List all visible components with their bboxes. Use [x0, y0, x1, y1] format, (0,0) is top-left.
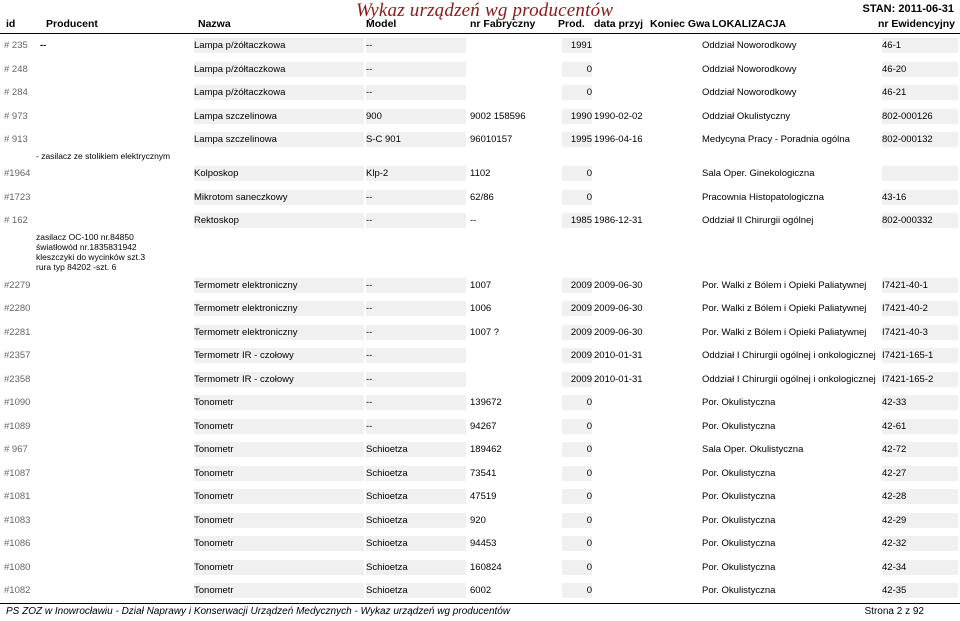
row-model: --: [366, 190, 466, 205]
row-rok-produkcji: 1990: [562, 109, 592, 124]
row-model: Schioetza: [366, 513, 466, 528]
row-nr-fabryczny: 160824: [470, 562, 502, 573]
table-row: [0, 85, 960, 100]
row-producent: [40, 85, 190, 100]
row-nr-ewidencyjny: I7421-165-1: [882, 348, 958, 363]
row-nr-fabryczny: 9002 158596: [470, 111, 526, 122]
row-model: Schioetza: [366, 466, 466, 481]
row-id: # 235: [4, 40, 28, 51]
row-rok-produkcji: 0: [562, 166, 592, 181]
table-row: [0, 190, 960, 205]
col-nr-ewidencyjny: nr Ewidencyjny: [878, 18, 956, 30]
row-nazwa: Lampa p/żółtaczkowa: [194, 85, 364, 100]
row-model: Schioetza: [366, 442, 466, 457]
row-id: #1090: [4, 397, 31, 408]
row-lokalizacja: Oddział Noworodkowy: [702, 40, 797, 51]
row-id: # 973: [4, 111, 28, 122]
row-nazwa: Tonometr: [194, 513, 364, 528]
report-header: [0, 0, 960, 34]
row-producent: --: [40, 40, 47, 51]
row-nr-fabryczny: [470, 38, 562, 53]
row-nr-fabryczny: 189462: [470, 444, 502, 455]
row-nr-fabryczny: 47519: [470, 491, 497, 502]
row-lokalizacja: Oddział Okulistyczny: [702, 111, 791, 122]
table-row: [0, 419, 960, 434]
row-nazwa: Tonometr: [194, 395, 364, 410]
table-row: [0, 583, 960, 598]
row-rok-produkcji: 0: [562, 62, 592, 77]
table-row: [0, 395, 960, 410]
page-number: Strona 2 z 92: [864, 606, 924, 617]
row-nr-fabryczny: 1007 ?: [470, 327, 500, 338]
row-rok-produkcji: 0: [562, 466, 592, 481]
row-lokalizacja: Oddział II Chirurgii ogólnej: [702, 215, 814, 226]
row-nr-ewidencyjny: 42-33: [882, 395, 958, 410]
row-rok-produkcji: 1991: [562, 38, 592, 53]
row-nr-fabryczny: 139672: [470, 397, 502, 408]
row-rok-produkcji: 2009: [562, 301, 592, 316]
table-row: [0, 442, 960, 457]
row-lokalizacja: Por. Walki z Bólem i Opieki Paliatywnej: [702, 303, 867, 314]
table-row: [0, 109, 960, 124]
row-lokalizacja: Por. Okulistyczna: [702, 515, 776, 526]
row-id: # 967: [4, 444, 28, 455]
row-lokalizacja: Por. Walki z Bólem i Opieki Paliatywnej: [702, 327, 867, 338]
row-data-przyjecia: 1986-12-31: [594, 215, 643, 226]
row-producent: [40, 190, 190, 205]
row-id: #1083: [4, 515, 31, 526]
row-lokalizacja: Medycyna Pracy - Poradnia ogólna: [702, 134, 850, 145]
row-id: #1964: [4, 168, 31, 179]
row-data-przyjecia: [594, 583, 694, 598]
row-lokalizacja: Por. Okulistyczna: [702, 468, 776, 479]
row-nr-fabryczny: 920: [470, 515, 486, 526]
row-rok-produkcji: 2009: [562, 278, 592, 293]
row-nr-ewidencyjny: 802-000132: [882, 132, 958, 147]
row-model: --: [366, 213, 466, 228]
row-model: --: [366, 372, 466, 387]
row-nazwa: Tonometr: [194, 419, 364, 434]
row-nazwa: Termometr elektroniczny: [194, 325, 364, 340]
row-model: --: [366, 278, 466, 293]
row-model: S-C 901: [366, 132, 466, 147]
row-nr-fabryczny: 94453: [470, 538, 497, 549]
row-nazwa: Tonometr: [194, 466, 364, 481]
row-model: --: [366, 38, 466, 53]
table-row: [0, 132, 960, 147]
row-model: Klp-2: [366, 166, 466, 181]
row-id: #1080: [4, 562, 31, 573]
row-nr-fabryczny: [470, 372, 562, 387]
row-model: --: [366, 62, 466, 77]
row-data-przyjecia: [594, 190, 694, 205]
row-data-przyjecia: 2009-06-30: [594, 303, 643, 314]
row-data-przyjecia: [594, 489, 694, 504]
row-rok-produkcji: 0: [562, 85, 592, 100]
table-row: [0, 372, 960, 387]
row-producent: [40, 325, 190, 340]
row-data-przyjecia: [594, 560, 694, 575]
table-row: [0, 560, 960, 575]
col-koniec-gwa: Koniec Gwa: [650, 18, 711, 30]
row-nr-ewidencyjny: 42-61: [882, 419, 958, 434]
table-row: [0, 466, 960, 481]
row-rok-produkcji: 0: [562, 419, 592, 434]
row-producent: [40, 301, 190, 316]
row-id: # 284: [4, 87, 28, 98]
note-rektoskop-4: rura typ 84202 -szt. 6: [36, 262, 117, 272]
note-rektoskop-1: zasilacz OC-100 nr.84850: [36, 232, 134, 242]
row-rok-produkcji: 0: [562, 442, 592, 457]
row-data-przyjecia: [594, 62, 694, 77]
row-producent: [40, 489, 190, 504]
header-divider: [0, 33, 960, 34]
row-producent: [40, 536, 190, 551]
row-nr-ewidencyjny: 42-27: [882, 466, 958, 481]
row-nazwa: Lampa szczelinowa: [194, 132, 364, 147]
row-rok-produkcji: 2009: [562, 348, 592, 363]
row-id: # 162: [4, 215, 28, 226]
row-nazwa: Lampa p/żółtaczkowa: [194, 38, 364, 53]
row-producent: [40, 166, 190, 181]
row-data-przyjecia: 2009-06-30: [594, 327, 643, 338]
row-nazwa: Tonometr: [194, 583, 364, 598]
row-nr-fabryczny: --: [470, 215, 477, 226]
row-producent: [40, 466, 190, 481]
row-model: --: [366, 325, 466, 340]
row-rok-produkcji: 2009: [562, 325, 592, 340]
row-nr-ewidencyjny: [882, 166, 958, 181]
row-id: #2280: [4, 303, 31, 314]
row-rok-produkcji: 0: [562, 395, 592, 410]
table-row: [0, 536, 960, 551]
row-nazwa: Tonometr: [194, 560, 364, 575]
col-nazwa: Nazwa: [198, 18, 231, 30]
row-id: #2357: [4, 350, 31, 361]
table-row: [0, 213, 960, 228]
row-nr-ewidencyjny: I7421-40-1: [882, 278, 958, 293]
row-data-przyjecia: 1996-04-16: [594, 134, 643, 145]
row-rok-produkcji: 0: [562, 583, 592, 598]
row-rok-produkcji: 0: [562, 560, 592, 575]
row-nazwa: Termometr IR - czołowy: [194, 372, 364, 387]
row-nr-ewidencyjny: 42-35: [882, 583, 958, 598]
row-nr-ewidencyjny: I7421-40-2: [882, 301, 958, 316]
row-data-przyjecia: 2009-06-30: [594, 280, 643, 291]
row-nazwa: Rektoskop: [194, 213, 364, 228]
table-row: [0, 325, 960, 340]
row-producent: [40, 395, 190, 410]
row-nr-ewidencyjny: 802-000126: [882, 109, 958, 124]
row-data-przyjecia: [594, 419, 694, 434]
row-lokalizacja: Sala Oper. Okulistyczna: [702, 444, 804, 455]
row-nr-fabryczny: 1007: [470, 280, 492, 291]
table-row: [0, 62, 960, 77]
row-id: #2358: [4, 374, 31, 385]
report-title: Wykaz urządzeń wg producentów: [356, 0, 614, 21]
row-nr-fabryczny: 1102: [470, 168, 491, 179]
page-footer: [0, 604, 960, 621]
row-data-przyjecia: [594, 442, 694, 457]
table-row: [0, 301, 960, 316]
row-lokalizacja: Sala Oper. Ginekologiczna: [702, 168, 815, 179]
col-data-przyj: data przyj: [594, 18, 644, 30]
col-producent: Producent: [46, 18, 98, 30]
row-nr-fabryczny: 73541: [470, 468, 497, 479]
row-nazwa: Lampa p/żółtaczkowa: [194, 62, 364, 77]
row-id: #2279: [4, 280, 31, 291]
row-nazwa: Tonometr: [194, 536, 364, 551]
row-nr-ewidencyjny: 46-20: [882, 62, 958, 77]
row-id: #1082: [4, 585, 31, 596]
row-id: # 913: [4, 134, 28, 145]
row-nr-ewidencyjny: 43-16: [882, 190, 958, 205]
row-lokalizacja: Oddział I Chirurgii ogólnej i onkologicznej: [702, 374, 876, 385]
table-row: [0, 166, 960, 181]
row-nr-ewidencyjny: 42-72: [882, 442, 958, 457]
row-id: # 248: [4, 64, 28, 75]
row-nr-ewidencyjny: 42-34: [882, 560, 958, 575]
row-rok-produkcji: 1995: [562, 132, 592, 147]
table-row: [0, 278, 960, 293]
row-nr-fabryczny: 94267: [470, 421, 497, 432]
row-lokalizacja: Por. Okulistyczna: [702, 562, 776, 573]
row-producent: [40, 109, 190, 124]
row-model: --: [366, 348, 466, 363]
row-rok-produkcji: 2009: [562, 372, 592, 387]
row-producent: [40, 278, 190, 293]
row-nazwa: Lampa szczelinowa: [194, 109, 364, 124]
row-lokalizacja: Oddział Noworodkowy: [702, 64, 797, 75]
row-producent: [40, 419, 190, 434]
row-lokalizacja: Por. Okulistyczna: [702, 421, 776, 432]
row-nr-ewidencyjny: 42-28: [882, 489, 958, 504]
row-nr-ewidencyjny: I7421-165-2: [882, 372, 958, 387]
row-data-przyjecia: [594, 395, 694, 410]
row-model: --: [366, 395, 466, 410]
row-id: #1087: [4, 468, 31, 479]
row-nr-ewidencyjny: 46-21: [882, 85, 958, 100]
row-data-przyjecia: [594, 513, 694, 528]
row-data-przyjecia: [594, 166, 694, 181]
row-model: Schioetza: [366, 536, 466, 551]
table-row: [0, 513, 960, 528]
row-nazwa: Termometr IR - czołowy: [194, 348, 364, 363]
row-nazwa: Tonometr: [194, 442, 364, 457]
row-producent: [40, 583, 190, 598]
col-model: Model: [366, 18, 397, 30]
row-rok-produkcji: 0: [562, 489, 592, 504]
row-nr-fabryczny: 96010157: [470, 134, 513, 145]
row-data-przyjecia: [594, 536, 694, 551]
row-nazwa: Termometr elektroniczny: [194, 301, 364, 316]
row-producent: [40, 213, 190, 228]
table-row: [0, 348, 960, 363]
row-id: #1081: [4, 491, 31, 502]
row-lokalizacja: Por. Okulistyczna: [702, 397, 776, 408]
row-producent: [40, 442, 190, 457]
row-rok-produkcji: 1985: [562, 213, 592, 228]
note-lampa-zasilacz: - zasilacz ze stolikiem elektrycznym: [36, 151, 171, 161]
row-data-przyjecia: [594, 85, 694, 100]
row-lokalizacja: Por. Walki z Bólem i Opieki Paliatywnej: [702, 280, 867, 291]
row-nr-fabryczny: [470, 85, 562, 100]
note-rektoskop-3: kleszczyki do wycinków szt.3: [36, 252, 146, 262]
row-nazwa: Tonometr: [194, 489, 364, 504]
row-nr-fabryczny: 1006: [470, 303, 492, 314]
row-model: --: [366, 85, 466, 100]
row-data-przyjecia: [594, 466, 694, 481]
row-data-przyjecia: 2010-01-31: [594, 350, 643, 361]
row-model: --: [366, 419, 466, 434]
row-nr-fabryczny: [470, 348, 562, 363]
row-nr-ewidencyjny: 42-32: [882, 536, 958, 551]
row-model: Schioetza: [366, 583, 466, 598]
row-producent: [40, 62, 190, 77]
row-model: Schioetza: [366, 560, 466, 575]
table-row: [0, 38, 960, 53]
row-nr-fabryczny: [470, 62, 562, 77]
row-nr-ewidencyjny: 46-1: [882, 38, 958, 53]
row-rok-produkcji: 0: [562, 190, 592, 205]
row-id: #1089: [4, 421, 31, 432]
row-producent: [40, 348, 190, 363]
col-id: id: [6, 18, 16, 30]
row-model: 900: [366, 109, 466, 124]
row-producent: [40, 132, 190, 147]
row-rok-produkcji: 0: [562, 513, 592, 528]
col-lokalizacja: LOKALIZACJA: [712, 18, 787, 30]
row-nazwa: Mikrotom saneczkowy: [194, 190, 364, 205]
row-lokalizacja: Pracownia Histopatologiczna: [702, 192, 824, 203]
row-nr-ewidencyjny: I7421-40-3: [882, 325, 958, 340]
col-nr-fabryczny: nr Fabryczny: [470, 18, 536, 30]
report-date: STAN: 2011-06-31: [862, 3, 954, 15]
row-nr-ewidencyjny: 42-29: [882, 513, 958, 528]
col-prod: Prod.: [558, 18, 585, 30]
row-data-przyjecia: 2010-01-31: [594, 374, 643, 385]
row-lokalizacja: Por. Okulistyczna: [702, 585, 776, 596]
row-producent: [40, 372, 190, 387]
row-data-przyjecia: [594, 38, 694, 53]
row-model: Schioetza: [366, 489, 466, 504]
row-lokalizacja: Oddział Noworodkowy: [702, 87, 797, 98]
row-nazwa: Kolposkop: [194, 166, 364, 181]
row-id: #1086: [4, 538, 31, 549]
row-nr-fabryczny: 6002: [470, 585, 492, 596]
row-lokalizacja: Por. Okulistyczna: [702, 491, 776, 502]
row-id: #1723: [4, 192, 31, 203]
row-producent: [40, 560, 190, 575]
row-nr-ewidencyjny: 802-000332: [882, 213, 958, 228]
footer-org: PS ZOZ w Inowrocławiu - Dział Naprawy i Konserwacji Urządzeń Medycznych - Wykaz urządzeń wg producentów: [6, 606, 511, 617]
row-rok-produkcji: 0: [562, 536, 592, 551]
row-lokalizacja: Oddział I Chirurgii ogólnej i onkologicznej: [702, 350, 876, 361]
row-producent: [40, 513, 190, 528]
row-id: #2281: [4, 327, 31, 338]
row-lokalizacja: Por. Okulistyczna: [702, 538, 776, 549]
row-data-przyjecia: 1990-02-02: [594, 111, 643, 122]
note-rektoskop-2: światłowód nr.1835831942: [36, 242, 137, 252]
row-nazwa: Termometr elektroniczny: [194, 278, 364, 293]
row-nr-fabryczny: 62/86: [470, 192, 494, 203]
row-model: --: [366, 301, 466, 316]
table-row: [0, 489, 960, 504]
